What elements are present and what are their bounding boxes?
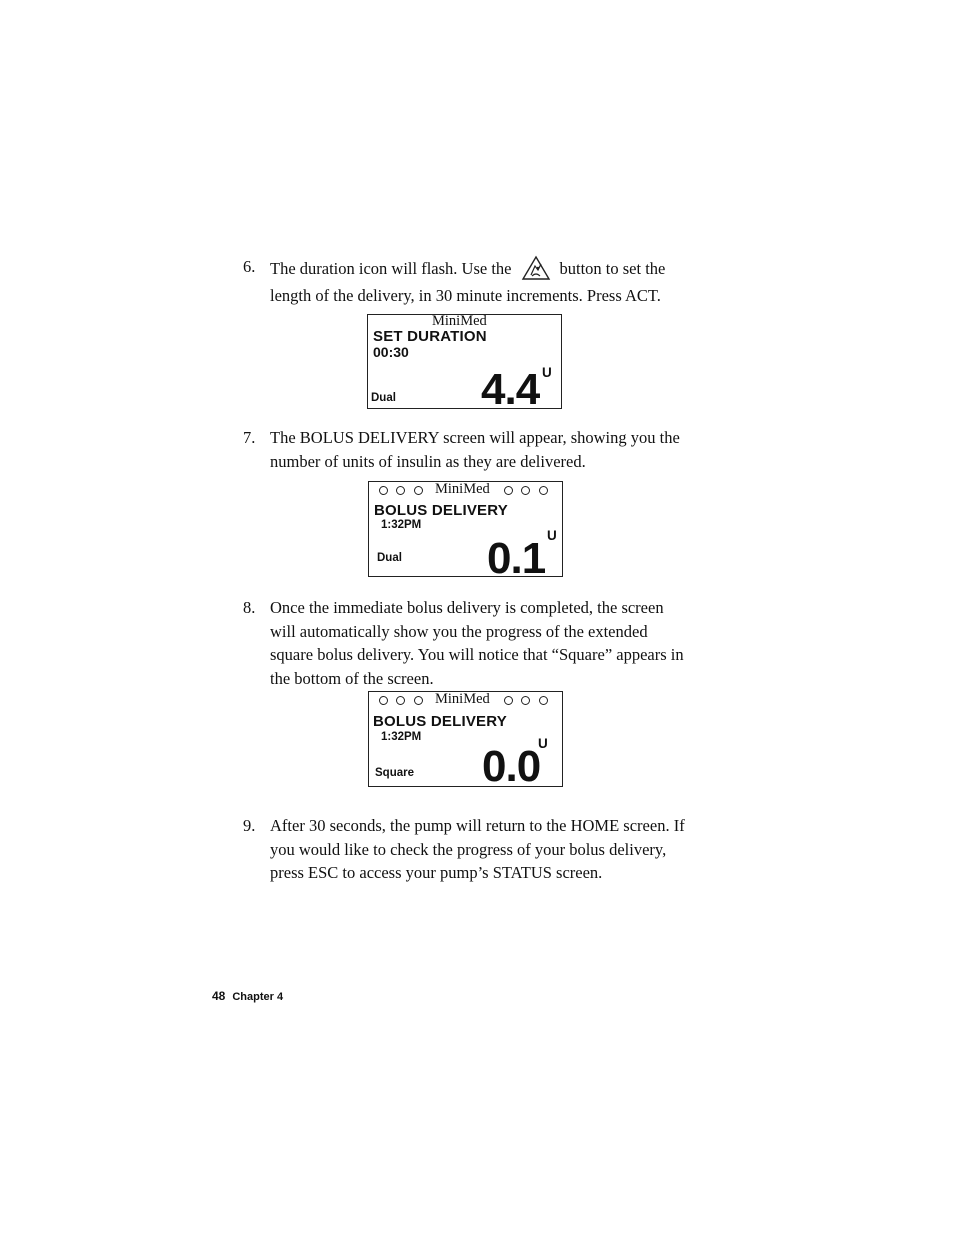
units-label: U <box>547 528 557 543</box>
bolus-mode-label: Dual <box>377 552 402 564</box>
pump-screen-set-duration <box>367 313 562 414</box>
progress-dot-icon <box>539 486 548 495</box>
progress-dot-icon <box>504 486 513 495</box>
step-text-line: The BOLUS DELIVERY screen will appear, showing you the <box>270 428 680 447</box>
step-number: 9. <box>243 816 256 835</box>
bolus-units-value: 4.4 <box>481 365 540 414</box>
pump-screen-bolus-delivery-square <box>368 691 563 791</box>
progress-dot-icon <box>521 486 530 495</box>
step-6 <box>243 255 713 305</box>
step-text <box>270 596 720 690</box>
progress-dot-icon <box>521 696 530 705</box>
page-footer <box>212 989 283 1003</box>
step-9 <box>243 814 723 886</box>
step-text-line: press ESC to access your pump’s STATUS screen. <box>270 863 603 882</box>
screen-title: SET DURATION <box>373 328 487 345</box>
step-text-line: square bolus delivery. You will notice that “Square” appears in <box>270 645 684 664</box>
progress-dot-icon <box>414 696 423 705</box>
step-number: 7. <box>243 428 256 447</box>
step-text-line: Once the immediate bolus delivery is completed, the screen <box>270 598 664 617</box>
step-text-line: number of units of insulin as they are delivered. <box>270 451 586 471</box>
progress-dot-icon <box>396 486 405 495</box>
step-text-line: you would like to check the progress of your bolus delivery, <box>270 839 667 859</box>
step-text <box>270 814 725 885</box>
step-text-line: The duration icon will flash. Use the <box>270 259 512 278</box>
bolus-mode-label: Square <box>375 767 414 779</box>
step-8 <box>243 596 713 692</box>
bolus-mode-label: Dual <box>371 392 396 404</box>
progress-dot-icon <box>379 696 388 705</box>
step-text-line: After 30 seconds, the pump will return to the HOME screen. If <box>270 816 685 835</box>
duration-value: 00:30 <box>373 344 409 360</box>
brand-label: MiniMed <box>435 691 490 707</box>
units-label: U <box>538 736 548 751</box>
step-text-line: the bottom of the screen. <box>270 668 434 688</box>
screen-title: BOLUS DELIVERY <box>373 713 507 730</box>
screen-title: BOLUS DELIVERY <box>374 502 508 519</box>
step-number: 6. <box>243 257 256 276</box>
bolus-units-value: 0.0 <box>482 742 541 791</box>
page-number: 48 <box>212 989 226 1003</box>
progress-dot-icon <box>379 486 388 495</box>
progress-dot-icon <box>396 696 405 705</box>
time-label: 1:32PM <box>381 519 422 531</box>
step-text-line: will automatically show you the progress of the extended <box>270 621 648 641</box>
units-label: U <box>542 365 552 380</box>
step-text <box>270 426 720 473</box>
step-text-line: length of the delivery, in 30 minute increments. Press ACT. <box>270 286 661 305</box>
progress-dot-icon <box>539 696 548 705</box>
progress-dot-icon <box>504 696 513 705</box>
time-label: 1:32PM <box>381 731 422 743</box>
pump-screen-bolus-delivery-dual <box>368 481 563 583</box>
brand-label: MiniMed <box>435 481 490 497</box>
bolus-units-value: 0.1 <box>487 534 546 583</box>
brand-label: MiniMed <box>432 313 487 329</box>
step-text <box>270 255 720 308</box>
up-down-arrow-button-icon <box>521 255 551 281</box>
progress-dot-icon <box>414 486 423 495</box>
chapter-label: Chapter 4 <box>232 991 284 1003</box>
step-text-line: button to set the <box>559 259 666 278</box>
step-number: 8. <box>243 598 256 617</box>
step-7 <box>243 426 713 476</box>
